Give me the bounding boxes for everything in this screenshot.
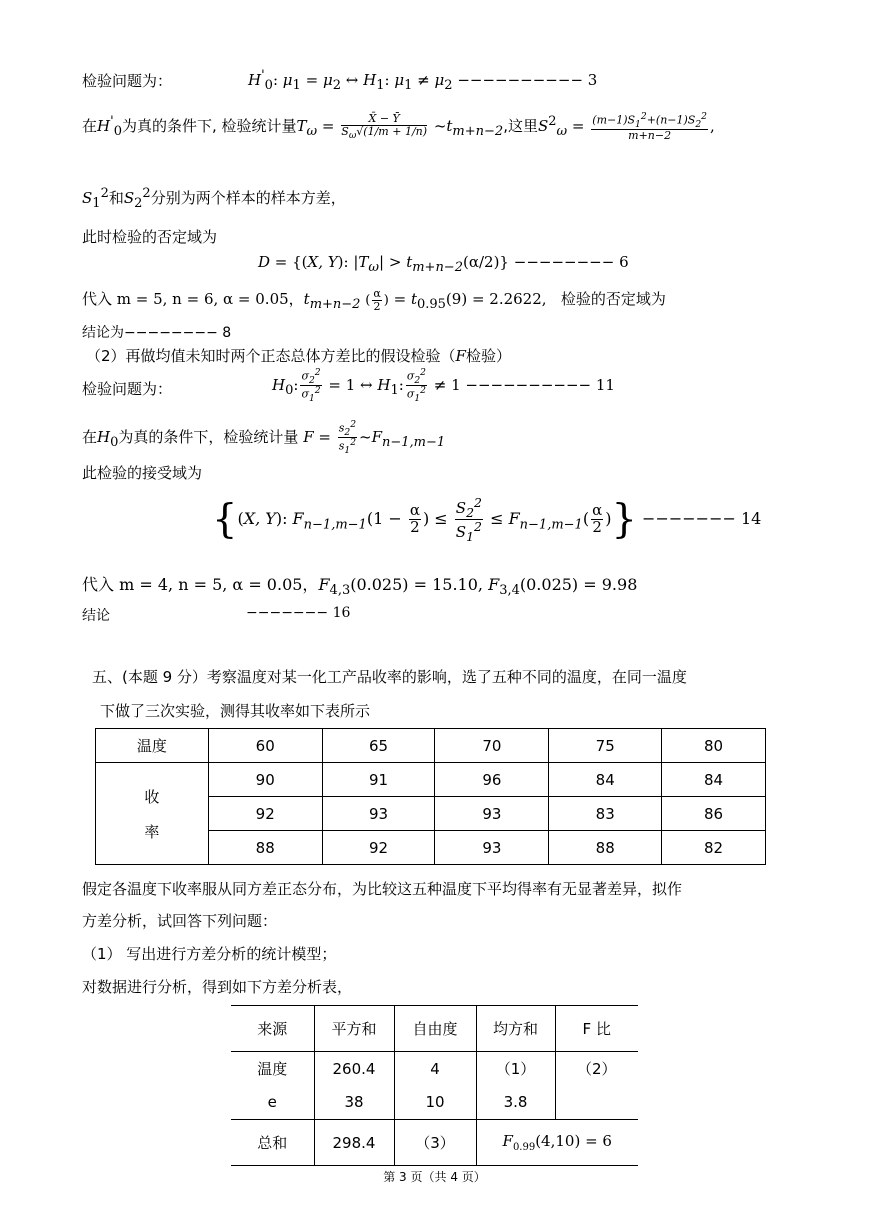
section-2-f: F xyxy=(455,347,466,365)
anova-cell: （3） xyxy=(394,1120,476,1166)
section-2-text: （2）再做均值未知时两个正态总体方差比的假设检验（ xyxy=(86,347,456,365)
question-1: （1） 写出进行方差分析的统计模型； xyxy=(82,945,337,963)
anova-header: 自由度 xyxy=(394,1006,476,1052)
hypothesis-formula-2: $H_0$: $\frac{\sigma_2^2}{\sigma_1^2}$ = 1 ↔ $H_1$: $\frac{\sigma_2^2}{\sigma_1^2}$ ≠ 1 −−−−−−−−−− 11 xyxy=(272,367,615,405)
assumption-line-1: 假定各温度下收率服从同方差正态分布，为比较这五种温度下平均得率有无显著差异，拟作 xyxy=(82,880,683,898)
anova-cell: 3.8 xyxy=(476,1086,555,1120)
assumption-line-2: 方差分析，试回答下列问题： xyxy=(82,912,278,930)
conclusion-2-label: 结论 xyxy=(82,608,110,624)
temp-cell: 80 xyxy=(662,729,766,763)
hypothesis-formula-1: $H'_0$: $\mu_1 = \mu_2$ ↔ $H_1$: $\mu_1 \ne \mu_2$ −−−−−−−−−− 3 xyxy=(248,68,598,93)
pooled-variance-fraction: $\frac{(m-1)S_1^2+(n-1)S_2^2}{m+n-2}$ xyxy=(592,111,707,143)
yield-cell: 82 xyxy=(662,831,766,865)
temp-cell: 70 xyxy=(435,729,549,763)
hypothesis-label-1: 检验问题为： xyxy=(82,72,173,90)
text-and: 和 xyxy=(108,189,124,207)
statistic-line-f: 在$H_0$为真的条件下，检验统计量 F = $\frac{s_2^2}{s_1^2}$ $\sim F_{n-1,m-1}$ xyxy=(82,419,446,457)
yield-cell: 93 xyxy=(435,797,549,831)
substitution-suffix-1: 检验的否定域为 xyxy=(560,290,666,309)
f-value: (4,10) = 6 xyxy=(535,1132,612,1150)
yield-cell: 91 xyxy=(322,763,435,797)
acceptance-dash: −−−−−−− 14 xyxy=(642,509,762,529)
t-statistic-fraction: $\frac{X̄ - Ȳ}{S_\omega√(1/m + 1/n)}$ xyxy=(341,112,428,142)
anova-cell: 总和 xyxy=(231,1120,314,1166)
f-symbol: F xyxy=(502,1132,513,1150)
substitution-line-1: 代入 m = 5, n = 6, α = 0.05，$t_{m+n-2}$ ( $\frac{\alpha}{2}$ ) = $t_{0.95}(9) = 2.2622$, 检验的否定域为 xyxy=(82,287,666,313)
acceptance-region-formula: {(X, Y): $F_{n-1,m-1}(1$ − $\frac{\alpha}{2}$ ) ≤ $\frac{S_2^2}{S_1^2}$ ≤ $F_{n-1,m-1}$( $\frac{\alpha}{2}$ )} −−−−−−− 14 xyxy=(212,495,762,545)
anova-cell: 4 xyxy=(394,1052,476,1086)
anova-cell: 260.4 xyxy=(314,1052,394,1086)
hypothesis-dash-1: −−−−−−−−−− 3 xyxy=(457,71,598,89)
row-label-yield xyxy=(96,763,209,865)
anova-cell: e xyxy=(231,1086,314,1120)
yield-cell: 92 xyxy=(208,797,322,831)
temp-cell: 65 xyxy=(322,729,435,763)
anova-header: 来源 xyxy=(231,1006,314,1052)
text-sample-variance: 分别为两个样本的样本方差， xyxy=(150,189,346,207)
yield-cell: 96 xyxy=(435,763,549,797)
yield-cell: 93 xyxy=(435,831,549,865)
yield-cell: 83 xyxy=(549,797,662,831)
section-2-end: 检验） xyxy=(465,347,511,365)
yield-table xyxy=(95,728,766,865)
rejection-region-formula: D = {(X, Y): $|T_\omega| > t_{m+n-2}(\alpha/2)$} −−−−−−−− 6 xyxy=(258,253,629,275)
text-prefix: 在 xyxy=(82,117,98,136)
yield-cell: 92 xyxy=(322,831,435,865)
anova-cell xyxy=(555,1086,638,1120)
temp-cell: 60 xyxy=(208,729,322,763)
yield-cell: 93 xyxy=(322,797,435,831)
substitution-prefix-1: 代入 m = 5, n = 6, α = 0.05， xyxy=(82,290,304,309)
yield-cell: 88 xyxy=(549,831,662,865)
acceptance-region-intro: 此检验的接受域为 xyxy=(82,464,203,482)
table-header-label: 温度 xyxy=(96,729,209,763)
anova-intro: 对数据进行分析，得到如下方差分析表， xyxy=(82,978,353,996)
anova-cell: 10 xyxy=(394,1086,476,1120)
text-mid2: ,这里 xyxy=(503,117,538,136)
substitution-prefix-2: 代入 m = 4, n = 5, α = 0.05， xyxy=(82,575,319,594)
sample-variance-line: $S_1^2$和$S_2^2$分别为两个样本的样本方差， xyxy=(82,186,346,211)
problem-5-line-1: 五、(本题 9 分）考察温度对某一化工产品收率的影响，选了五种不同的温度，在同一温度 xyxy=(92,668,687,686)
row-label-part-2: 率 xyxy=(144,822,160,841)
anova-cell: 温度 xyxy=(231,1052,314,1086)
anova-table xyxy=(231,1005,638,1166)
conclusion-1: 结论为−−−−−−−− 8 xyxy=(82,325,232,341)
section-2-heading xyxy=(86,345,511,366)
row-label-part-1: 收 xyxy=(144,787,160,806)
anova-f-critical xyxy=(476,1120,638,1166)
anova-header: F 比 xyxy=(555,1006,638,1052)
page-footer: 第 3 页（共 4 页） xyxy=(383,1170,486,1184)
hypothesis-label-2: 检验问题为： xyxy=(82,380,173,398)
rejection-region-intro: 此时检验的否定域为 xyxy=(82,228,218,246)
yield-cell: 88 xyxy=(208,831,322,865)
temp-cell: 75 xyxy=(549,729,662,763)
anova-cell: 298.4 xyxy=(314,1120,394,1166)
statistic-line-t: 在$H'_0$为真的条件下, 检验统计量$T_\omega$ = $\frac{X̄ - Ȳ}{S_\omega√(1/m + 1/n)}$ $\sim t_{m+n-2}$,这里$S^2_\omega$ = $\frac{(m-1)S_1^2+(n-1)S_2^2}{m+n-2}$ , xyxy=(82,111,715,143)
text-mid-f: 为真的条件下，检验统计量 xyxy=(118,427,299,446)
hypothesis-dash-2: −−−−−−−−−− 11 xyxy=(465,375,615,394)
anova-cell: （2） xyxy=(555,1052,638,1086)
anova-cell: （1） xyxy=(476,1052,555,1086)
rejection-dash: −−−−−−−− 6 xyxy=(513,253,629,271)
anova-header: 平方和 xyxy=(314,1006,394,1052)
text-prefix-2: 在 xyxy=(82,427,98,446)
yield-cell: 86 xyxy=(662,797,766,831)
problem-5-line-2: 下做了三次实验，测得其收率如下表所示 xyxy=(100,702,371,720)
anova-header: 均方和 xyxy=(476,1006,555,1052)
substitution-line-2: 代入 m = 4, n = 5, α = 0.05，$F_{4,3}(0.025) = 15.10$, $F_{3,4}(0.025) = 9.98$ xyxy=(82,575,638,599)
yield-cell: 90 xyxy=(208,763,322,797)
f-subscript: 0.99 xyxy=(512,1142,536,1153)
conclusion-2-dash: −−−−−−− 16 xyxy=(246,605,351,621)
anova-cell: 38 xyxy=(314,1086,394,1120)
yield-cell: 84 xyxy=(662,763,766,797)
yield-cell: 84 xyxy=(549,763,662,797)
text-mid: 为真的条件下, 检验统计量 xyxy=(121,117,297,136)
